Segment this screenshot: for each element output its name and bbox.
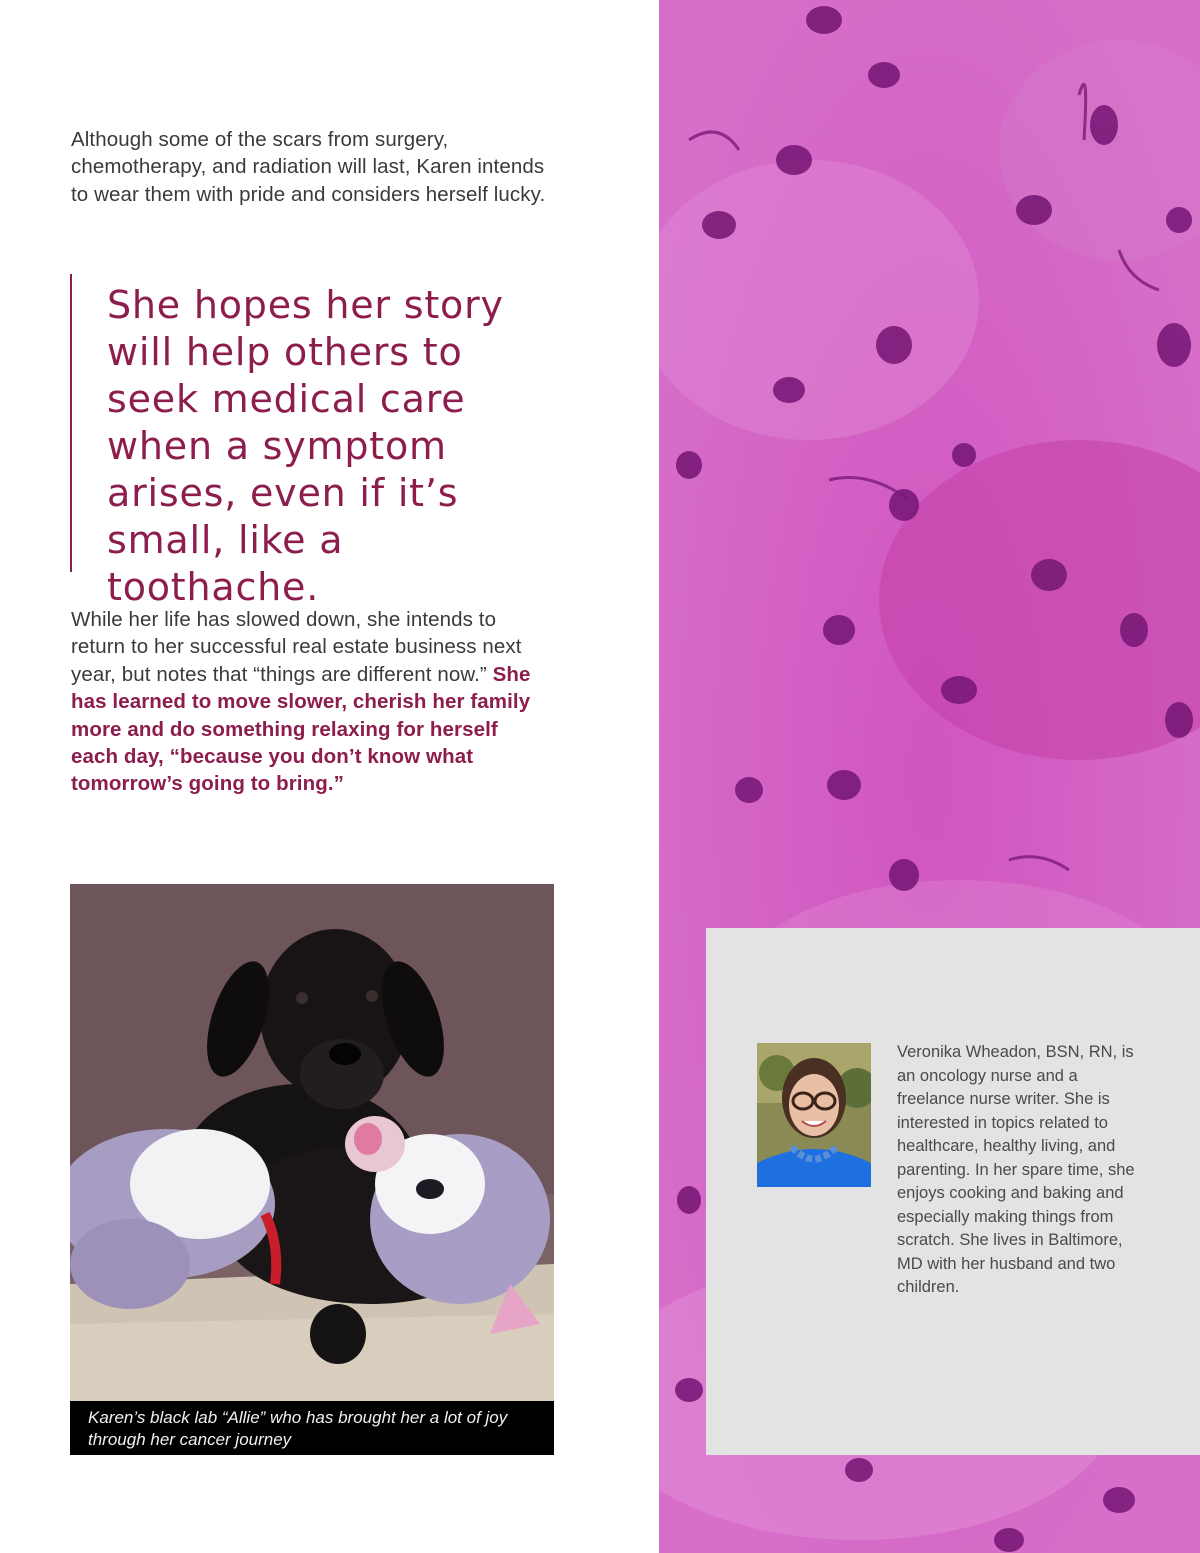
author-headshot: [757, 1043, 871, 1187]
closing-paragraph-highlight: She has learned to move slower, cherish her family more and do something relaxing for herself each day, “because you don’t know what tomorrow’s going to bring.”: [71, 662, 531, 796]
intro-paragraph: Although some of the scars from surgery, chemotherapy, and radiation will last, Karen intends to wear them with pride and considers herself lucky.: [71, 128, 546, 206]
author-bio-box: [706, 928, 1200, 1455]
author-bio-text: Veronika Wheadon, BSN, RN, is an oncology nurse and a freelance nurse writer. She is interested in topics related to healthcare, healthy living, and parenting. In her spare time, she enjoys cooking and baking and especially making things from scratch. She lives in Baltimore, MD with her husband and two children.: [897, 1043, 1135, 1296]
pull-quote-text: She hopes her story will help others to seek medical care when a symptom arises, even if it’s small, like a toothache.: [107, 283, 504, 609]
photo-caption: Karen’s black lab “Allie” who has brought her a lot of joy through her cancer journey: [88, 1408, 508, 1449]
dog-photo: [70, 884, 554, 1401]
closing-paragraph: [71, 606, 546, 798]
pull-quote: [70, 274, 562, 609]
dog-photo-figure: [70, 884, 554, 1455]
closing-paragraph-text: While her life has slowed down, she intends to return to her successful real estate business next year, but notes that “things are different now.”: [71, 608, 522, 686]
